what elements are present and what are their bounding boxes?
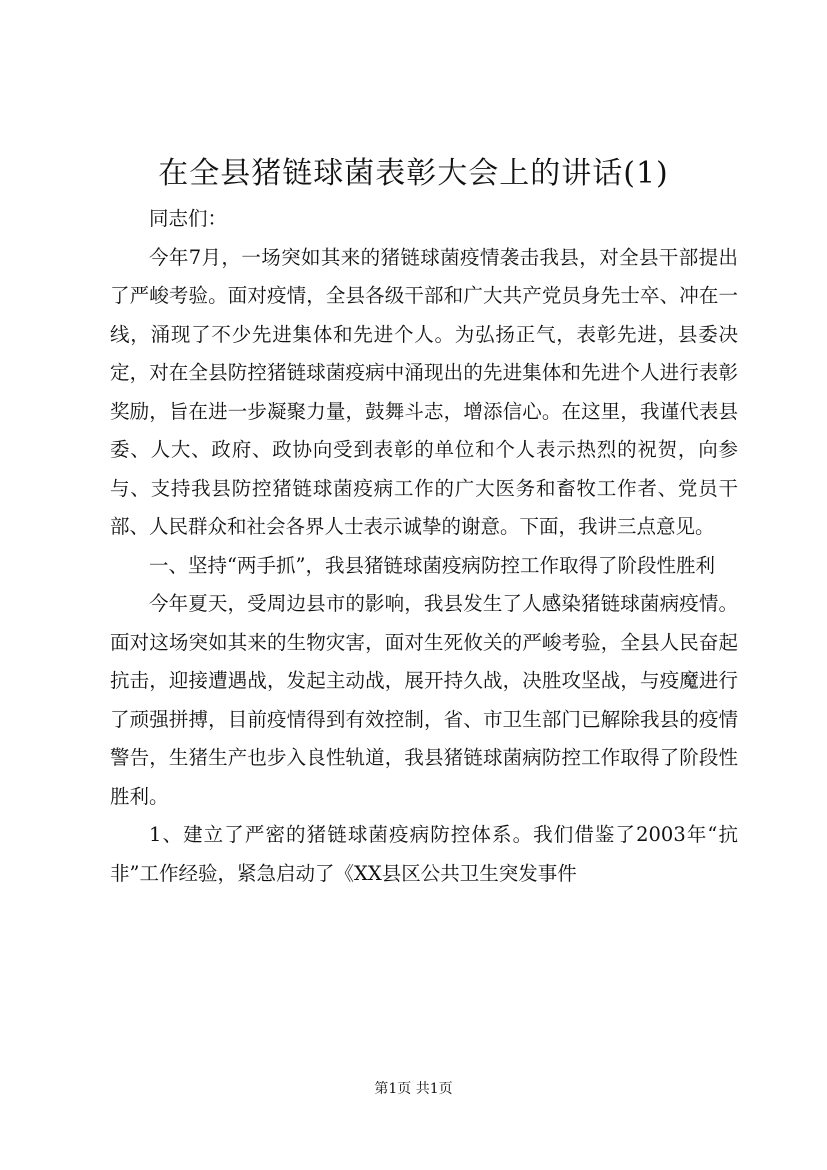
- salutation: 同志们：: [149, 207, 228, 230]
- paragraph-point-1: 1、建立了严密的猪链球菌疫病防控体系。我们借鉴了2003年“抗非”工作经验，紧急启动了《XX县区公共卫生突发事件: [110, 823, 738, 885]
- page-footer: 第1页 共1页: [374, 1081, 453, 1097]
- section-heading-1: 一、坚持“两手抓”，我县猪链球菌疫病防控工作取得了阶段性胜利: [149, 553, 715, 577]
- document-body: [110, 200, 738, 893]
- document-title: 在全县猪链球菌表彰大会上的讲话(1): [158, 156, 669, 191]
- paragraph-summer-outbreak: 今年夏天，受周边县市的影响，我县发生了人感染猪链球菌病疫情。面对这场突如其来的生物灾害，面对生死攸关的严峻考验，全县人民奋起抗击，迎接遭遇战，发起主动战，展开持久战，决胜攻坚战，与疫魔进行了顽强拼搏，目前疫情得到有效控制，省、市卫生部门已解除我县的疫情警告，生猪生产也步入良性轨道，我县猪链球菌病防控工作取得了阶段性胜利。: [110, 592, 738, 808]
- paragraph-intro: 今年7月，一场突如其来的猪链球菌疫情袭击我县，对全县干部提出了严峻考验。面对疫情，全县各级干部和广大共产党员身先士卒、冲在一线，涌现了不少先进集体和先进个人。为弘扬正气，表彰先进，县委决定，对在全县防控猪链球菌疫病中涌现出的先进集体和先进个人进行表彰奖励，旨在进一步凝聚力量，鼓舞斗志，增添信心。在这里，我谨代表县委、人大、政府、政协向受到表彰的单位和个人表示热烈的祝贺，向参与、支持我县防控猪链球菌疫病工作的广大医务和畜牧工作者、党员干部、人民群众和社会各界人士表示诚挚的谢意。下面，我讲三点意见。: [110, 245, 738, 538]
